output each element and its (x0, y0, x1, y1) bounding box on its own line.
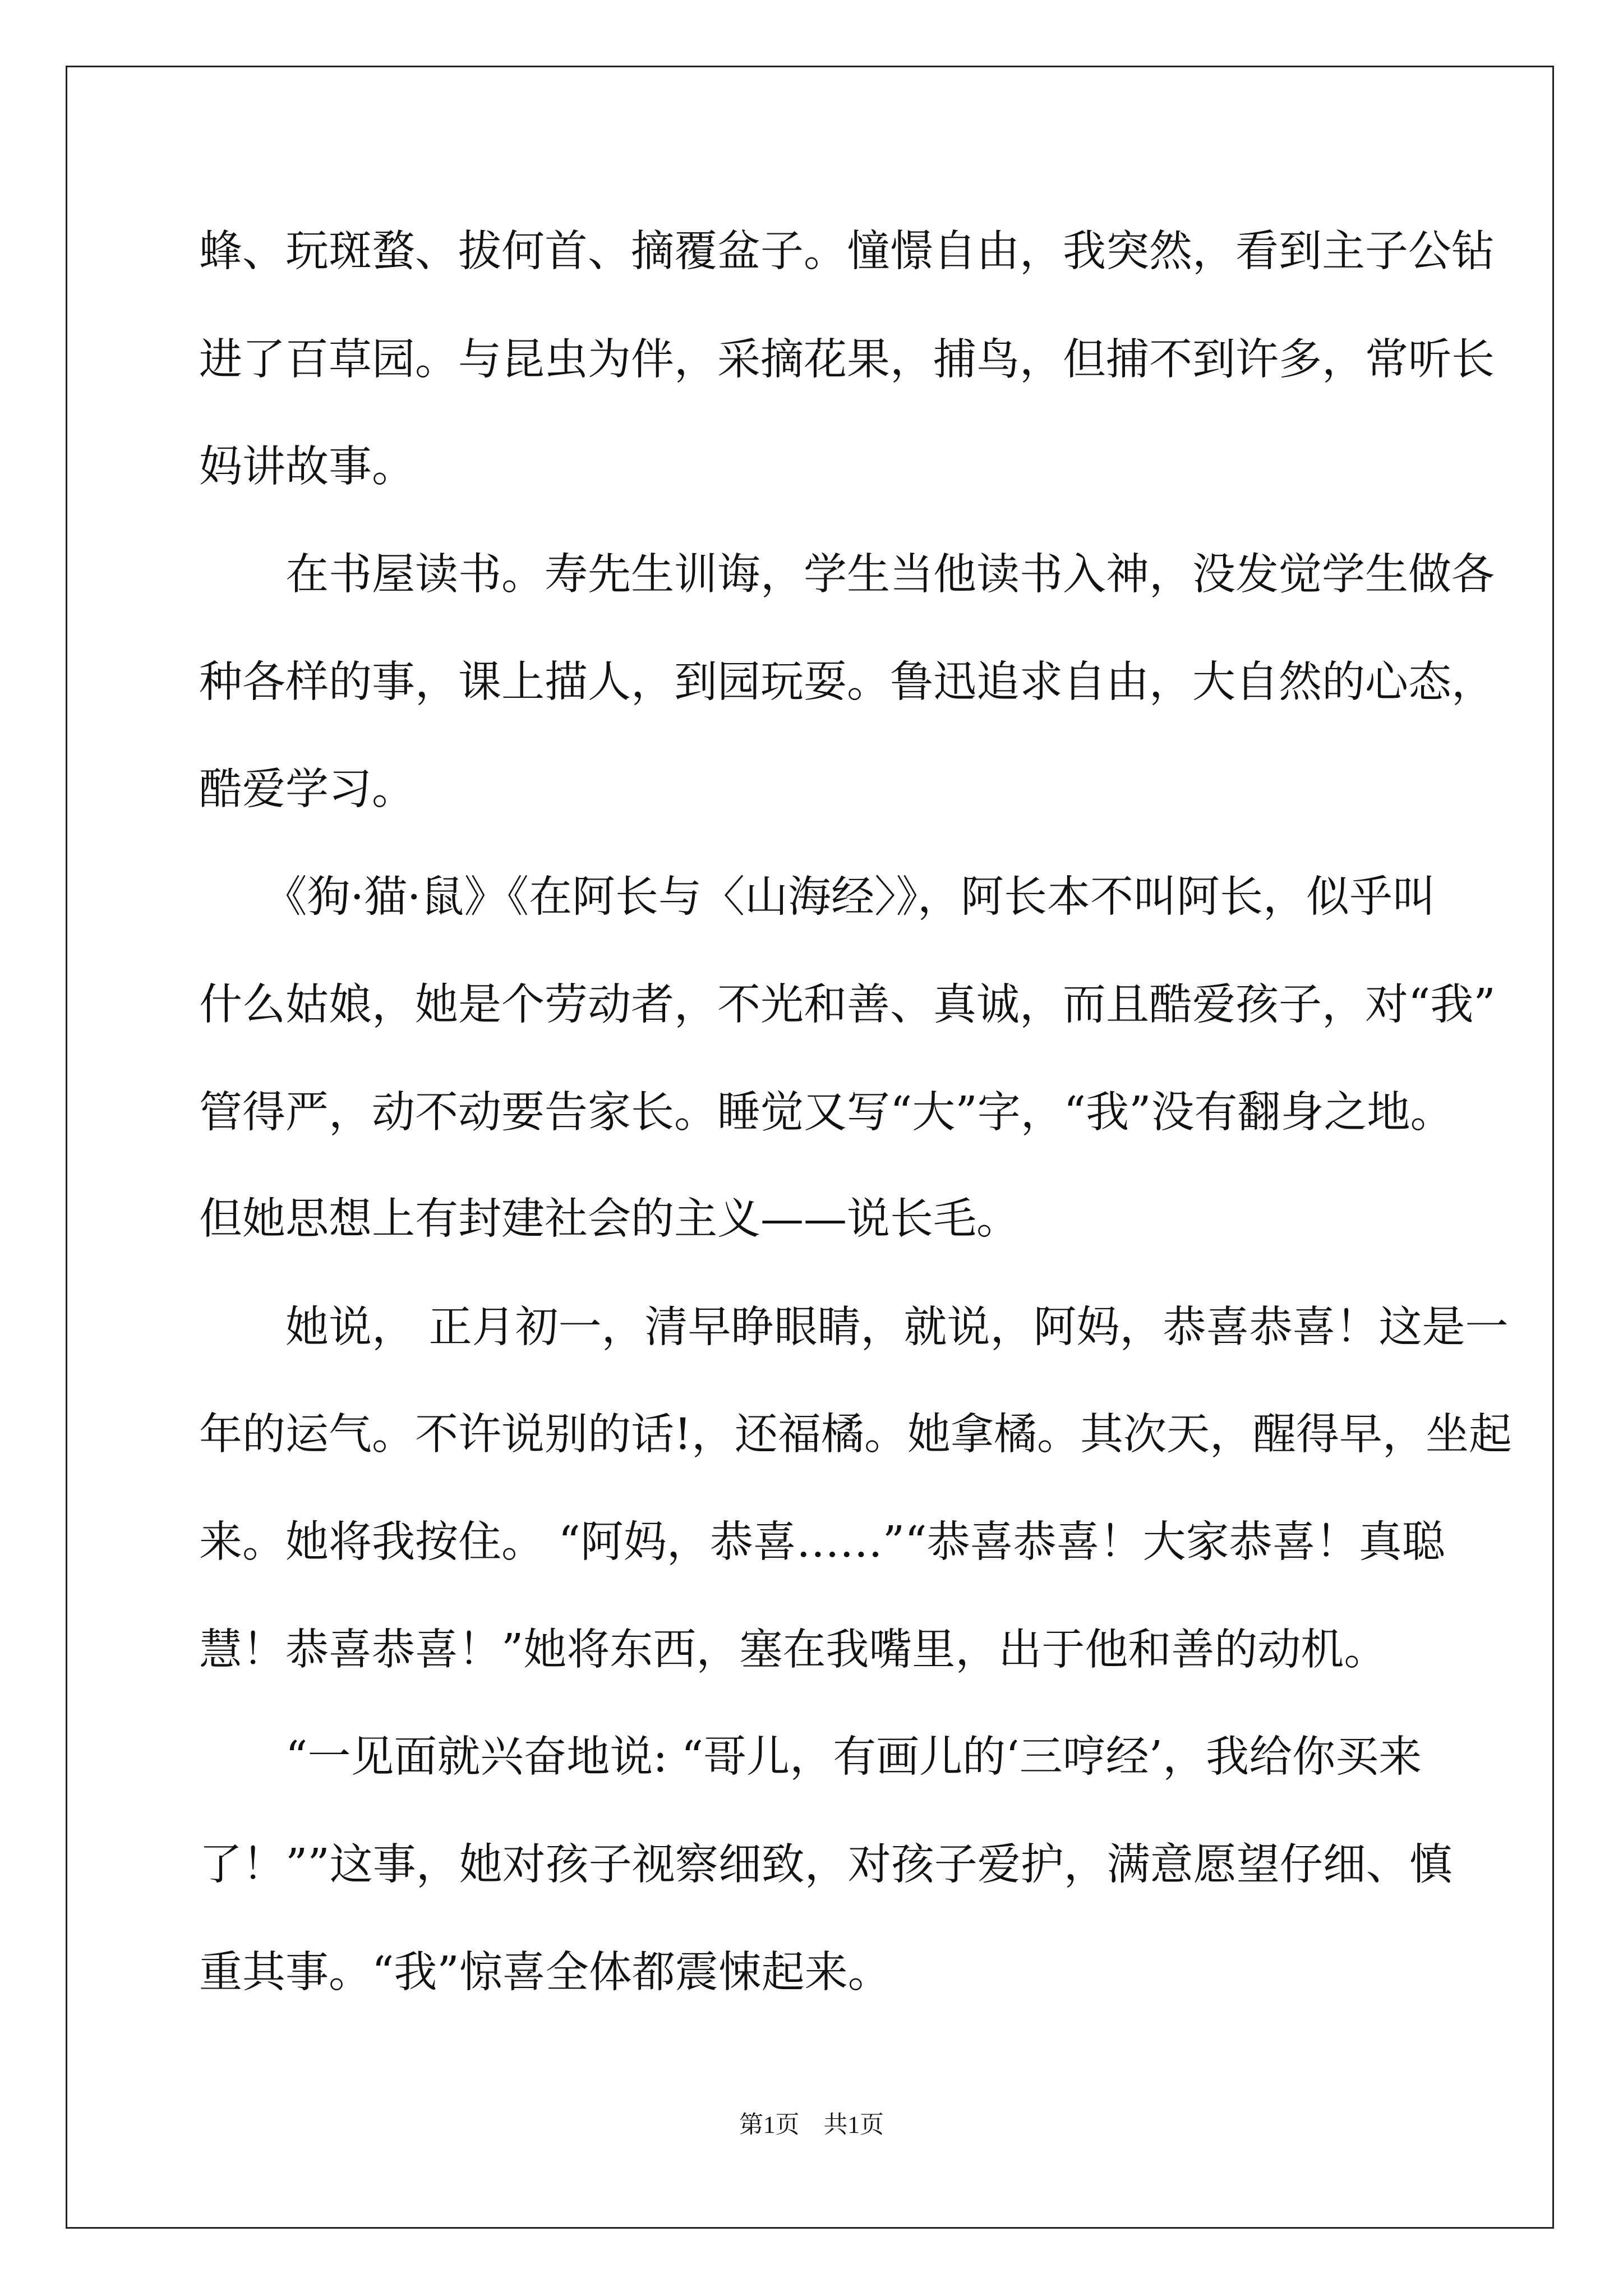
body-line: 慧！恭喜恭喜！”她将东西，塞在我嘴里，出于他和善的动机。 (199, 1625, 1387, 1675)
body-line: 管得严，动不动要告家长。睡觉又写“大”字，“我”没有翻身之地。 (199, 1088, 1454, 1138)
page-number: 第1页 (739, 2112, 800, 2138)
body-line: 酷爱学习。 (199, 765, 415, 815)
page-footer (0, 2113, 1623, 2137)
body-line: 什么姑娘，她是个劳动者，不光和善、真诚，而且酷爱孩子，对“我” (199, 980, 1496, 1030)
body-line: 重其事。“我”惊喜全体都震悚起来。 (199, 1948, 891, 1998)
body-line: 了！””这事，她对孩子视察细致，对孩子爱护，满意愿望仔细、慎 (199, 1840, 1453, 1890)
page-frame (66, 66, 1554, 2229)
body-line: 种各样的事，课上描人，到园玩耍。鲁迅追求自由，大自然的心态， (199, 657, 1495, 707)
body-line: 妈讲故事。 (199, 442, 415, 492)
page-total: 共1页 (823, 2112, 884, 2138)
body-line: 蜂、玩斑蝥、拔何首、摘覆盆子。憧憬自由，我突然，看到主子公钻 (199, 227, 1495, 277)
body-line: 来。她将我按住。 “阿妈，恭喜……”“恭喜恭喜！大家恭喜！真聪 (199, 1517, 1445, 1567)
body-line: 在书屋读书。寿先生训诲，学生当他读书入神，没发觉学生做各 (199, 550, 1495, 600)
body-line: 《狗·猫·鼠》《在阿长与〈山海经〉》，阿长本不叫阿长，似乎叫 (199, 872, 1436, 922)
body-line: 她说， 正月初一，清早睁眼睛，就说，阿妈，恭喜恭喜！这是一 (199, 1303, 1509, 1352)
body-line: 年的运气。不许说别的话!，还福橘。她拿橘。其次天，醒得早，坐起 (199, 1410, 1512, 1460)
body-line: 但她思想上有封建社会的主义——说长毛。 (199, 1194, 1020, 1244)
body-line: 进了百草园。与昆虫为伴，采摘花果，捕鸟，但捕不到许多，常听长 (199, 335, 1495, 385)
body-line: “一见面就兴奋地说: “哥儿，有画儿的‘三哼经’，我给你买来 (199, 1732, 1422, 1782)
